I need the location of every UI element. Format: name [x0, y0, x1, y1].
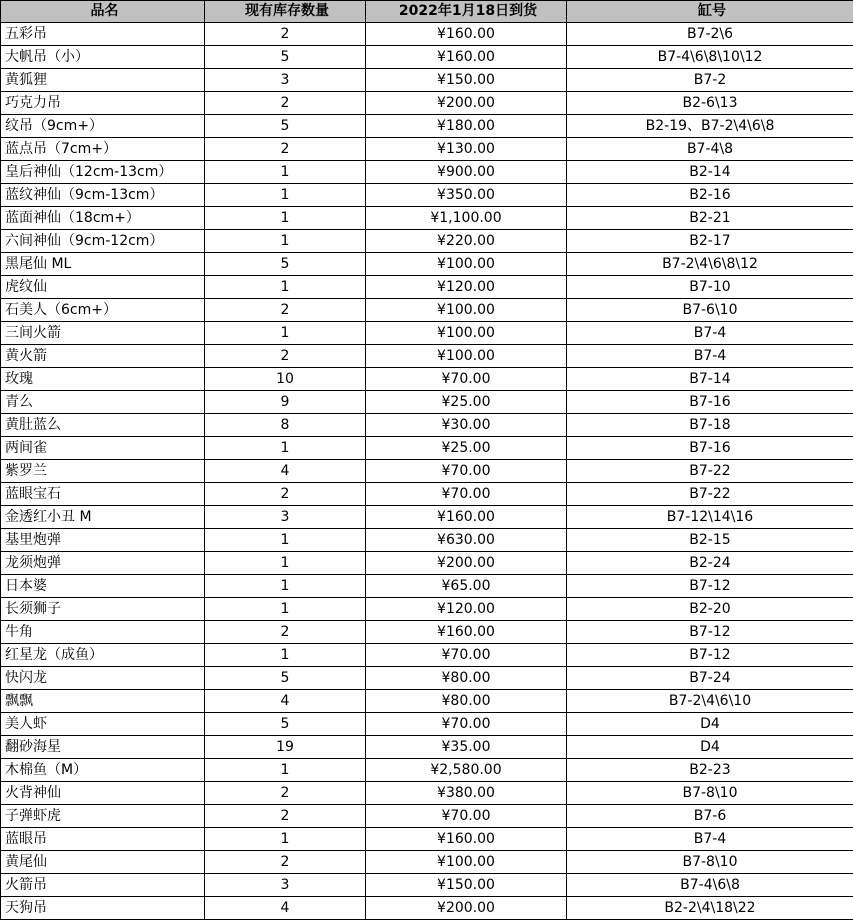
tank-number-cell: B7-10 [567, 276, 853, 299]
stock-qty-cell: 9 [205, 391, 366, 414]
stock-qty-cell: 19 [205, 736, 366, 759]
tank-number-cell: B2-2\4\18\22 [567, 897, 853, 920]
table-row [1, 437, 853, 460]
stock-qty-cell: 2 [205, 299, 366, 322]
price-cell: ¥120.00 [366, 276, 567, 299]
tank-number-cell: B7-12 [567, 621, 853, 644]
header-arrival-price: 2022年1月18日到货 [366, 1, 567, 23]
price-cell: ¥70.00 [366, 460, 567, 483]
name-cell: 蓝眼吊 [1, 828, 205, 851]
name-cell: 黄狐狸 [1, 69, 205, 92]
table-row [1, 460, 853, 483]
table-row [1, 506, 853, 529]
table-row [1, 92, 853, 115]
table-row [1, 276, 853, 299]
name-cell: 快闪龙 [1, 667, 205, 690]
stock-qty-cell: 2 [205, 23, 366, 46]
name-cell: 红星龙（成鱼） [1, 644, 205, 667]
price-cell: ¥1,100.00 [366, 207, 567, 230]
name-cell: 火箭吊 [1, 874, 205, 897]
name-cell: 虎纹仙 [1, 276, 205, 299]
tank-number-cell: B7-14 [567, 368, 853, 391]
price-cell: ¥130.00 [366, 138, 567, 161]
name-cell: 基里炮弹 [1, 529, 205, 552]
price-cell: ¥220.00 [366, 230, 567, 253]
table-row [1, 736, 853, 759]
tank-number-cell: B7-4\6\8 [567, 874, 853, 897]
stock-qty-cell: 3 [205, 874, 366, 897]
table-row [1, 184, 853, 207]
table-row [1, 644, 853, 667]
table-row [1, 805, 853, 828]
price-cell: ¥120.00 [366, 598, 567, 621]
table-row [1, 161, 853, 184]
tank-number-cell: B2-16 [567, 184, 853, 207]
name-cell: 大帆吊（小） [1, 46, 205, 69]
stock-qty-cell: 5 [205, 115, 366, 138]
tank-number-cell: B7-6 [567, 805, 853, 828]
stock-qty-cell: 5 [205, 713, 366, 736]
stock-qty-cell: 2 [205, 483, 366, 506]
price-cell: ¥100.00 [366, 322, 567, 345]
name-cell: 玫瑰 [1, 368, 205, 391]
price-cell: ¥70.00 [366, 713, 567, 736]
table-header [1, 1, 853, 23]
tank-number-cell: B2-6\13 [567, 92, 853, 115]
tank-number-cell: B7-2\4\6\8\12 [567, 253, 853, 276]
table-row [1, 414, 853, 437]
name-cell: 木棉鱼（M） [1, 759, 205, 782]
table-row [1, 483, 853, 506]
table-row [1, 759, 853, 782]
stock-qty-cell: 4 [205, 897, 366, 920]
table-row [1, 828, 853, 851]
name-cell: 美人虾 [1, 713, 205, 736]
price-cell: ¥70.00 [366, 368, 567, 391]
name-cell: 青么 [1, 391, 205, 414]
price-cell: ¥150.00 [366, 874, 567, 897]
price-cell: ¥35.00 [366, 736, 567, 759]
tank-number-cell: B7-4 [567, 345, 853, 368]
name-cell: 黄尾仙 [1, 851, 205, 874]
table-row [1, 782, 853, 805]
tank-number-cell: B7-22 [567, 460, 853, 483]
price-cell: ¥80.00 [366, 667, 567, 690]
tank-number-cell: B7-8\10 [567, 851, 853, 874]
tank-number-cell: B7-2\4\6\10 [567, 690, 853, 713]
name-cell: 飘飘 [1, 690, 205, 713]
tank-number-cell: B7-22 [567, 483, 853, 506]
table-row [1, 69, 853, 92]
stock-qty-cell: 5 [205, 253, 366, 276]
table-row [1, 391, 853, 414]
name-cell: 黄火箭 [1, 345, 205, 368]
header-name: 品名 [1, 1, 205, 23]
stock-qty-cell: 1 [205, 529, 366, 552]
stock-qty-cell: 10 [205, 368, 366, 391]
stock-qty-cell: 2 [205, 621, 366, 644]
price-cell: ¥100.00 [366, 253, 567, 276]
stock-qty-cell: 1 [205, 230, 366, 253]
tank-number-cell: B7-18 [567, 414, 853, 437]
price-cell: ¥70.00 [366, 644, 567, 667]
price-cell: ¥25.00 [366, 391, 567, 414]
price-cell: ¥100.00 [366, 851, 567, 874]
stock-qty-cell: 3 [205, 506, 366, 529]
table-row [1, 667, 853, 690]
table-body [1, 23, 853, 920]
header-row [1, 1, 853, 23]
stock-qty-cell: 1 [205, 598, 366, 621]
table-row [1, 46, 853, 69]
stock-qty-cell: 1 [205, 575, 366, 598]
name-cell: 蓝面神仙（18cm+） [1, 207, 205, 230]
name-cell: 长须狮子 [1, 598, 205, 621]
tank-number-cell: B7-2\6 [567, 23, 853, 46]
stock-qty-cell: 2 [205, 138, 366, 161]
header-stock-qty: 现有库存数量 [205, 1, 366, 23]
price-cell: ¥160.00 [366, 621, 567, 644]
table-row [1, 253, 853, 276]
stock-qty-cell: 5 [205, 667, 366, 690]
price-cell: ¥900.00 [366, 161, 567, 184]
name-cell: 两间雀 [1, 437, 205, 460]
stock-qty-cell: 1 [205, 207, 366, 230]
name-cell: 黑尾仙 ML [1, 253, 205, 276]
table-row [1, 322, 853, 345]
table-row [1, 138, 853, 161]
price-cell: ¥160.00 [366, 23, 567, 46]
tank-number-cell: B2-23 [567, 759, 853, 782]
name-cell: 牛角 [1, 621, 205, 644]
name-cell: 六间神仙（9cm-12cm） [1, 230, 205, 253]
name-cell: 巧克力吊 [1, 92, 205, 115]
table-row [1, 345, 853, 368]
stock-qty-cell: 1 [205, 276, 366, 299]
tank-number-cell: B2-20 [567, 598, 853, 621]
table-row [1, 713, 853, 736]
name-cell: 黄肚蓝么 [1, 414, 205, 437]
name-cell: 蓝点吊（7cm+） [1, 138, 205, 161]
name-cell: 纹吊（9cm+） [1, 115, 205, 138]
price-cell: ¥160.00 [366, 46, 567, 69]
table-row [1, 23, 853, 46]
tank-number-cell: B7-16 [567, 437, 853, 460]
name-cell: 子弹虾虎 [1, 805, 205, 828]
stock-qty-cell: 1 [205, 552, 366, 575]
name-cell: 蓝眼宝石 [1, 483, 205, 506]
stock-qty-cell: 2 [205, 851, 366, 874]
header-tank-number: 缸号 [567, 1, 853, 23]
tank-number-cell: B7-12\14\16 [567, 506, 853, 529]
table-row [1, 621, 853, 644]
stock-qty-cell: 2 [205, 92, 366, 115]
tank-number-cell: B2-17 [567, 230, 853, 253]
price-cell: ¥160.00 [366, 828, 567, 851]
price-cell: ¥70.00 [366, 805, 567, 828]
tank-number-cell: B7-16 [567, 391, 853, 414]
stock-qty-cell: 1 [205, 437, 366, 460]
price-cell: ¥70.00 [366, 483, 567, 506]
name-cell: 石美人（6cm+） [1, 299, 205, 322]
stock-qty-cell: 5 [205, 46, 366, 69]
name-cell: 蓝纹神仙（9cm-13cm） [1, 184, 205, 207]
name-cell: 五彩吊 [1, 23, 205, 46]
price-cell: ¥630.00 [366, 529, 567, 552]
table-row [1, 207, 853, 230]
stock-qty-cell: 1 [205, 322, 366, 345]
table-row [1, 575, 853, 598]
tank-number-cell: B7-4\8 [567, 138, 853, 161]
name-cell: 火背神仙 [1, 782, 205, 805]
table-row [1, 897, 853, 920]
table-row [1, 230, 853, 253]
stock-qty-cell: 2 [205, 805, 366, 828]
table-row [1, 552, 853, 575]
stock-qty-cell: 1 [205, 828, 366, 851]
name-cell: 龙须炮弹 [1, 552, 205, 575]
tank-number-cell: B7-24 [567, 667, 853, 690]
price-cell: ¥200.00 [366, 92, 567, 115]
tank-number-cell: D4 [567, 736, 853, 759]
price-cell: ¥200.00 [366, 897, 567, 920]
tank-number-cell: B7-12 [567, 575, 853, 598]
table-row [1, 115, 853, 138]
price-cell: ¥180.00 [366, 115, 567, 138]
tank-number-cell: B7-2 [567, 69, 853, 92]
stock-qty-cell: 1 [205, 161, 366, 184]
stock-qty-cell: 8 [205, 414, 366, 437]
price-cell: ¥2,580.00 [366, 759, 567, 782]
stock-qty-cell: 1 [205, 184, 366, 207]
price-cell: ¥200.00 [366, 552, 567, 575]
price-cell: ¥80.00 [366, 690, 567, 713]
name-cell: 金透红小丑 M [1, 506, 205, 529]
stock-qty-cell: 4 [205, 460, 366, 483]
price-cell: ¥380.00 [366, 782, 567, 805]
tank-number-cell: B2-14 [567, 161, 853, 184]
price-cell: ¥65.00 [366, 575, 567, 598]
stock-qty-cell: 3 [205, 69, 366, 92]
tank-number-cell: B2-24 [567, 552, 853, 575]
tank-number-cell: B7-4 [567, 828, 853, 851]
tank-number-cell: B7-6\10 [567, 299, 853, 322]
name-cell: 皇后神仙（12cm-13cm） [1, 161, 205, 184]
price-cell: ¥350.00 [366, 184, 567, 207]
name-cell: 翻砂海星 [1, 736, 205, 759]
tank-number-cell: D4 [567, 713, 853, 736]
price-cell: ¥25.00 [366, 437, 567, 460]
stock-qty-cell: 2 [205, 345, 366, 368]
tank-number-cell: B7-4 [567, 322, 853, 345]
table-row [1, 598, 853, 621]
table-row [1, 874, 853, 897]
tank-number-cell: B7-4\6\8\10\12 [567, 46, 853, 69]
tank-number-cell: B7-8\10 [567, 782, 853, 805]
tank-number-cell: B2-15 [567, 529, 853, 552]
name-cell: 天狗吊 [1, 897, 205, 920]
price-cell: ¥100.00 [366, 345, 567, 368]
name-cell: 紫罗兰 [1, 460, 205, 483]
table-row [1, 851, 853, 874]
tank-number-cell: B2-21 [567, 207, 853, 230]
table-row [1, 299, 853, 322]
name-cell: 日本婆 [1, 575, 205, 598]
table-row [1, 368, 853, 391]
price-cell: ¥160.00 [366, 506, 567, 529]
table-row [1, 690, 853, 713]
stock-qty-cell: 1 [205, 759, 366, 782]
price-cell: ¥30.00 [366, 414, 567, 437]
price-cell: ¥150.00 [366, 69, 567, 92]
price-cell: ¥100.00 [366, 299, 567, 322]
stock-qty-cell: 4 [205, 690, 366, 713]
stock-qty-cell: 1 [205, 644, 366, 667]
name-cell: 三间火箭 [1, 322, 205, 345]
tank-number-cell: B7-12 [567, 644, 853, 667]
stock-qty-cell: 2 [205, 782, 366, 805]
table-row [1, 529, 853, 552]
tank-number-cell: B2-19、B7-2\4\6\8 [567, 115, 853, 138]
